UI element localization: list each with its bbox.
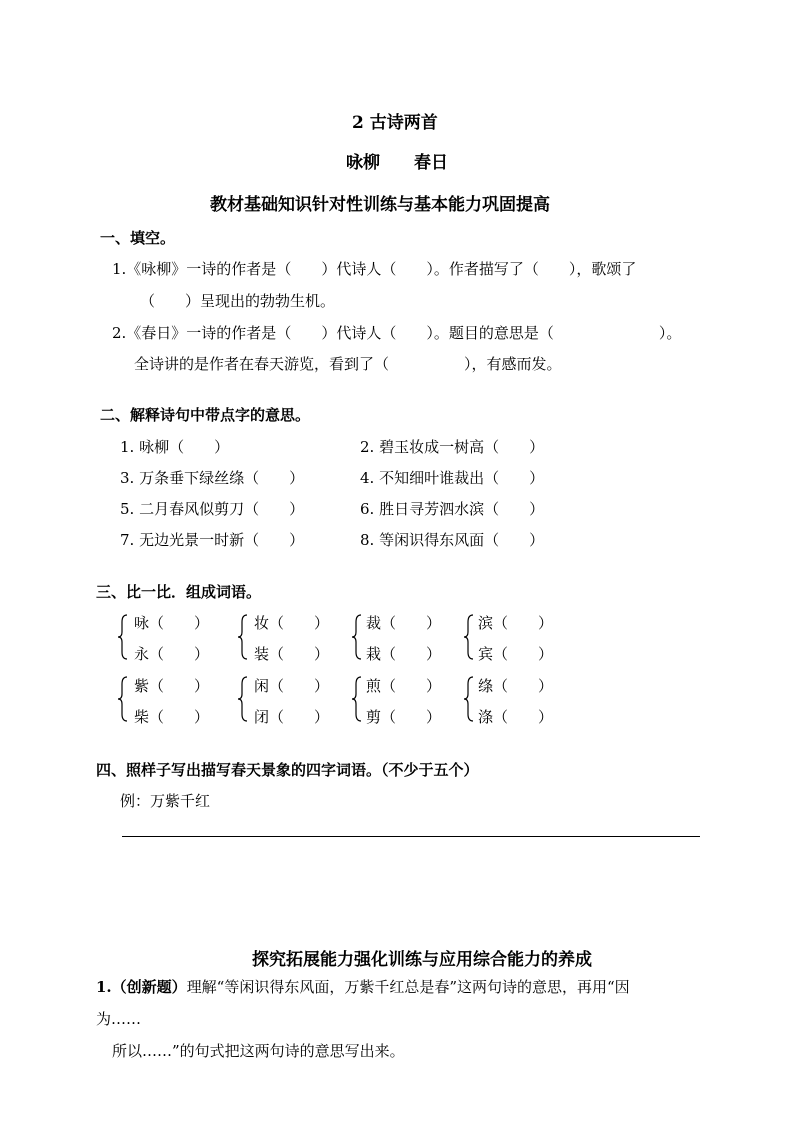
- part1-q1-line2: （ ）呈现出的勃勃生机。: [140, 292, 336, 310]
- brace-icon: [352, 676, 362, 722]
- word-pair-top: 咏（ ）: [134, 614, 210, 632]
- part1-q1-line1: 1.《咏柳》一诗的作者是（ ）代诗人（ ）。作者描写了（ ），歌颂了: [112, 260, 637, 278]
- question-line3: 所以……”的句式把这两句诗的意思写出来。: [112, 1042, 405, 1060]
- section-title-basic: 教材基础知识针对性训练与基本能力巩固提高: [210, 195, 550, 215]
- brace-icon: [464, 614, 474, 660]
- part2-item: 7. 无边光景一时新（ ）: [120, 531, 305, 549]
- brace-icon: [352, 614, 362, 660]
- part1-q2-line1: 2.《春日》一诗的作者是（ ）代诗人（ ）。题目的意思是（ ）。: [112, 324, 682, 342]
- part2-item: 2. 碧玉妆成一树高（ ）: [360, 438, 545, 456]
- word-pair-bottom: 涤（ ）: [478, 708, 554, 726]
- word-pair-top: 裁（ ）: [366, 614, 442, 632]
- answer-line: [122, 836, 700, 837]
- part2-item: 8. 等闲识得东风面（ ）: [360, 531, 545, 549]
- part4-heading: 四、照样子写出描写春天景象的四字词语。（不少于五个）: [96, 761, 479, 779]
- word-pair-bottom: 剪（ ）: [366, 708, 442, 726]
- word-pair-top: 妆（ ）: [254, 614, 330, 632]
- word-pair-bottom: 柴（ ）: [134, 708, 210, 726]
- word-pair-bottom: 栽（ ）: [366, 645, 442, 663]
- word-pair-top: 滨（ ）: [478, 614, 554, 632]
- brace-icon: [118, 614, 128, 660]
- part2-item: 1. 咏柳（ ）: [120, 438, 230, 456]
- part1-heading: 一、填空。: [100, 229, 176, 247]
- brace-icon: [238, 676, 248, 722]
- part2-item: 3. 万条垂下绿丝绦（ ）: [120, 469, 305, 487]
- part1-q2-line2: 全诗讲的是作者在春天游览，看到了（ ），有感而发。: [134, 355, 562, 373]
- word-pair-bottom: 装（ ）: [254, 645, 330, 663]
- part3-heading: 三、比一比．组成词语。: [96, 583, 262, 601]
- word-pair-top: 绦（ ）: [478, 677, 554, 695]
- word-pair-top: 紫（ ）: [134, 677, 210, 695]
- word-pair-bottom: 宾（ ）: [478, 645, 554, 663]
- word-pair-bottom: 闭（ ）: [254, 708, 330, 726]
- section-title-extension: 探究拓展能力强化训练与应用综合能力的养成: [252, 950, 592, 970]
- word-pair-top: 煎（ ）: [366, 677, 442, 695]
- part2-heading: 二、解释诗句中带点字的意思。: [100, 406, 311, 424]
- question-label: 1.（创新题）: [96, 978, 187, 996]
- question-text: 理解“等闲识得东风面，万紫千红总是春”这两句诗的意思，再用“因: [186, 978, 630, 996]
- brace-icon: [118, 676, 128, 722]
- question-line2: 为……: [96, 1010, 142, 1028]
- lesson-title: 2 古诗两首: [352, 113, 438, 133]
- brace-icon: [464, 676, 474, 722]
- brace-icon: [238, 614, 248, 660]
- part2-item: 4. 不知细叶谁裁出（ ）: [360, 469, 545, 487]
- poem-titles: 咏柳 春日: [346, 153, 448, 173]
- word-pair-bottom: 永（ ）: [134, 645, 210, 663]
- part4-example: 例：万紫千红: [120, 792, 211, 810]
- part2-item: 6. 胜日寻芳泗水滨（ ）: [360, 500, 545, 518]
- word-pair-top: 闲（ ）: [254, 677, 330, 695]
- part2-item: 5. 二月春风似剪刀（ ）: [120, 500, 305, 518]
